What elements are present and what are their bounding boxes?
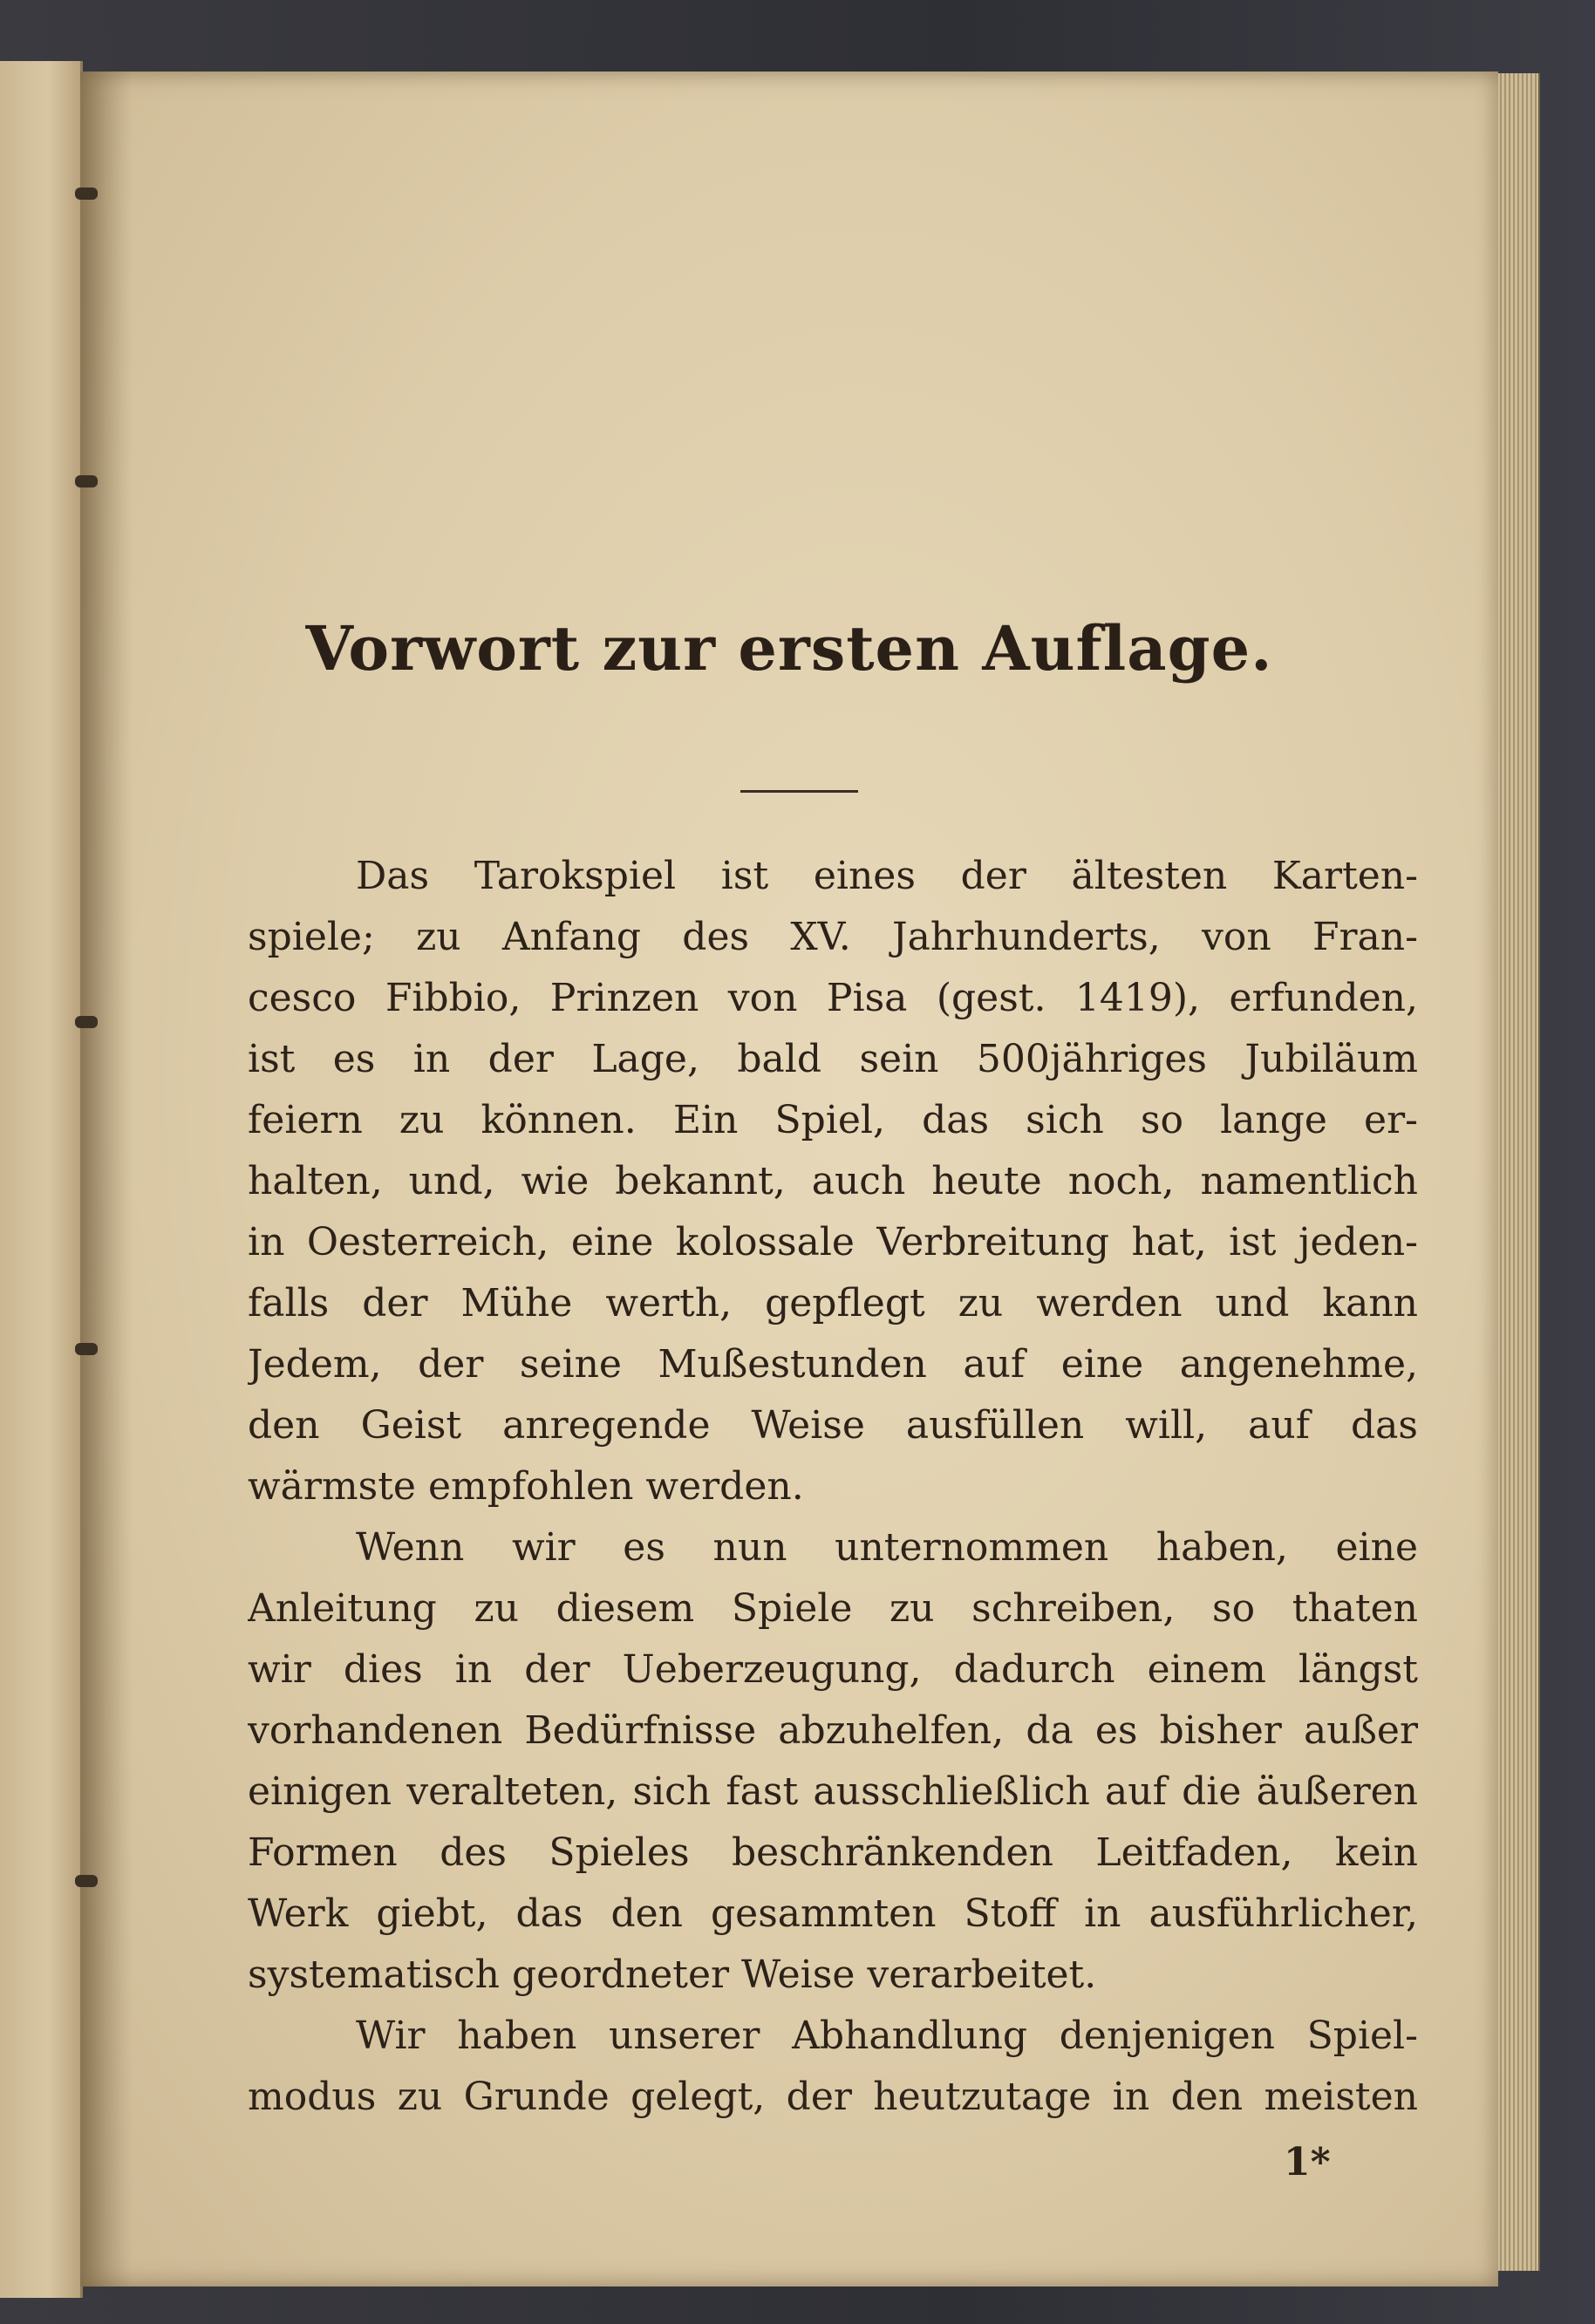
binding-thread xyxy=(75,1343,98,1355)
text-line: einigen veralteten, sich fast ausschließlich auf die äußeren xyxy=(248,1769,1418,1814)
binding-thread xyxy=(75,187,98,200)
text-line: ist es in der Lage, bald sein 500jähriges Jubiläum xyxy=(248,1037,1418,1081)
text-line: Wir haben unserer Abhandlung denjenigen Spiel- xyxy=(356,2014,1418,2058)
text-line: Anleitung zu diesem Spiele zu schreiben, so thaten xyxy=(248,1586,1418,1631)
binding-thread xyxy=(75,1016,98,1028)
text-line: wärmste empfohlen werden. xyxy=(248,1464,804,1509)
text-line: modus zu Grunde gelegt, der heutzutage in den meisten xyxy=(248,2075,1418,2119)
text-line: feiern zu können. Ein Spiel, das sich so lange er- xyxy=(248,1098,1418,1142)
page-stack-edge xyxy=(1493,73,1540,2271)
page-title: Vorwort zur ersten Auflage. xyxy=(305,612,1273,685)
title-divider xyxy=(740,790,858,793)
facing-page-edge xyxy=(0,61,83,2298)
text-line: spiele; zu Anfang des XV. Jahrhunderts, von Fran- xyxy=(248,915,1418,959)
text-line: in Oesterreich, eine kolossale Verbreitung hat, ist jeden- xyxy=(248,1220,1418,1264)
text-line: Formen des Spieles beschränkenden Leitfaden, kein xyxy=(248,1830,1418,1875)
text-line: halten, und, wie bekannt, auch heute noch, namentlich xyxy=(248,1159,1418,1203)
binding-thread xyxy=(75,1875,98,1887)
gutter-shadow xyxy=(80,72,133,2287)
text-line: Das Tarokspiel ist eines der ältesten Karten- xyxy=(356,854,1418,898)
body-text xyxy=(248,846,1418,2128)
text-line: systematisch geordneter Weise verarbeitet. xyxy=(248,1953,1097,1997)
text-line: den Geist anregende Weise ausfüllen will, auf das xyxy=(248,1403,1418,1448)
text-line: Jedem, der seine Mußestunden auf eine angenehme, xyxy=(248,1342,1418,1387)
binding-thread xyxy=(75,475,98,487)
text-line: vorhandenen Bedürfnisse abzuhelfen, da es bisher außer xyxy=(248,1708,1418,1753)
text-line: cesco Fibbio, Prinzen von Pisa (gest. 1419), erfunden, xyxy=(248,976,1418,1020)
signature-mark: 1* xyxy=(1284,2140,1331,2184)
text-line: Werk giebt, das den gesammten Stoff in ausführlicher, xyxy=(248,1891,1418,1936)
text-line: Wenn wir es nun unternommen haben, eine xyxy=(356,1525,1418,1570)
text-line: falls der Mühe werth, gepflegt zu werden und kann xyxy=(248,1281,1418,1326)
book-page xyxy=(80,72,1498,2287)
text-line: wir dies in der Ueberzeugung, dadurch einem längst xyxy=(248,1647,1418,1692)
